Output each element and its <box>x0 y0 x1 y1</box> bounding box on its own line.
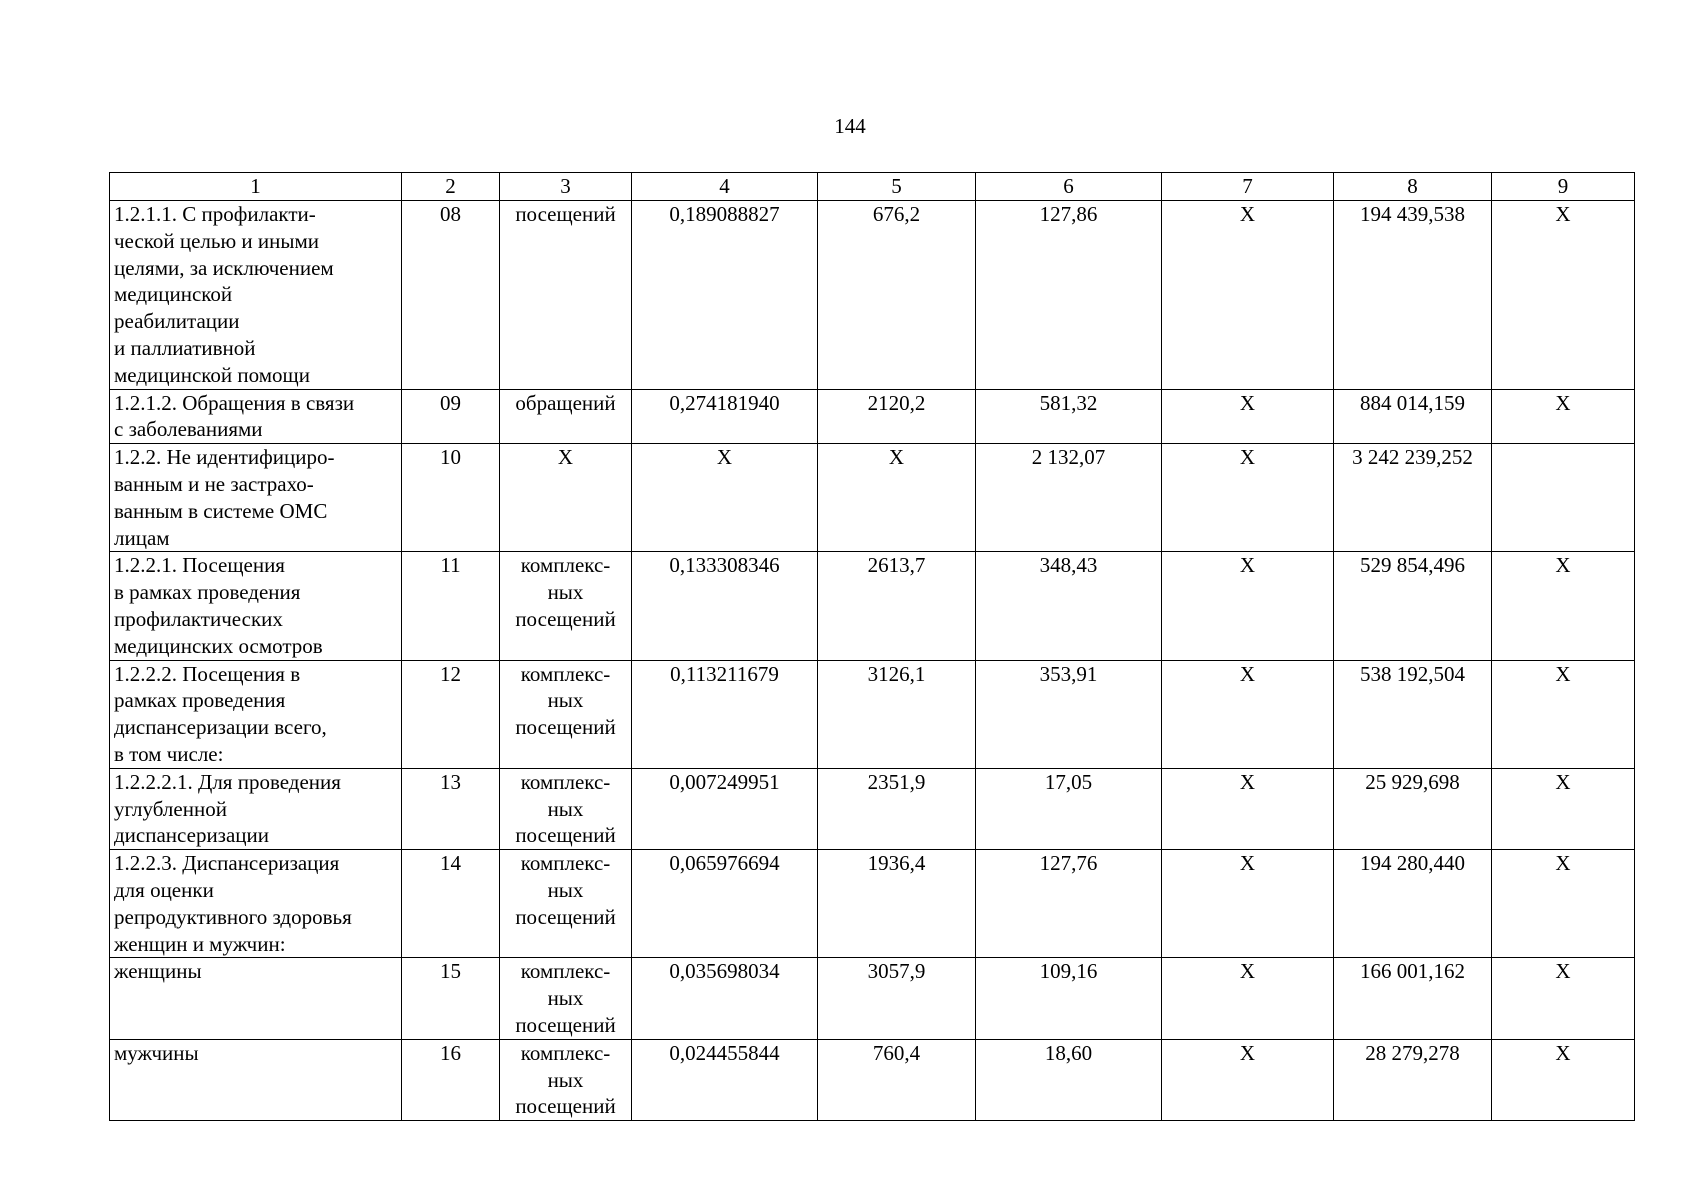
row-c6-cell: 127,76 <box>976 850 1162 958</box>
row-unit-line: посещений <box>515 606 616 631</box>
row-c7-cell: Х <box>1162 552 1334 660</box>
column-header-9: 9 <box>1492 173 1635 201</box>
row-name-line: 1.2.2.1. Посещения <box>114 553 285 578</box>
row-name-line: 1.2.2.3. Диспансеризация <box>114 851 340 876</box>
row-c4-cell: Х <box>632 444 818 552</box>
row-code-cell: 09 <box>402 389 500 444</box>
row-c5-cell: Х <box>818 444 976 552</box>
row-unit-cell <box>500 768 632 849</box>
row-name-line: и паллиативной <box>114 335 256 360</box>
row-c5-cell: 676,2 <box>818 201 976 390</box>
row-c8-cell: 529 854,496 <box>1334 552 1492 660</box>
row-name-line: мужчины <box>114 1040 199 1065</box>
row-name-line: ческой целью и иными <box>114 228 320 253</box>
row-c5-cell: 3057,9 <box>818 958 976 1039</box>
row-c8-cell: 3 242 239,252 <box>1334 444 1492 552</box>
row-c8-cell: 194 280,440 <box>1334 850 1492 958</box>
row-c9-cell <box>1492 444 1635 552</box>
row-code-cell: 15 <box>402 958 500 1039</box>
row-c8-cell: 194 439,538 <box>1334 201 1492 390</box>
row-c8-cell: 25 929,698 <box>1334 768 1492 849</box>
row-name-cell <box>110 958 402 1039</box>
table-row <box>110 660 1635 768</box>
row-c6-cell: 17,05 <box>976 768 1162 849</box>
row-c7-cell: Х <box>1162 201 1334 390</box>
row-c9-cell: Х <box>1492 201 1635 390</box>
row-c7-cell: Х <box>1162 958 1334 1039</box>
row-unit-cell <box>500 552 632 660</box>
table-row <box>110 958 1635 1039</box>
row-unit-line: комплекс- <box>520 661 611 686</box>
row-code-cell: 13 <box>402 768 500 849</box>
row-name-line: женщины <box>114 959 202 984</box>
row-name-cell <box>110 850 402 958</box>
row-c6-cell: 18,60 <box>976 1039 1162 1120</box>
row-c4-cell: 0,024455844 <box>632 1039 818 1120</box>
row-unit-cell <box>500 389 632 444</box>
column-header-6: 6 <box>976 173 1162 201</box>
row-c7-cell: Х <box>1162 768 1334 849</box>
table-row <box>110 850 1635 958</box>
row-name-line: с заболеваниями <box>114 417 263 442</box>
row-unit-cell <box>500 850 632 958</box>
row-name-line: углубленной <box>114 796 227 821</box>
row-c6-cell: 127,86 <box>976 201 1162 390</box>
row-name-cell <box>110 201 402 390</box>
row-c4-cell: 0,035698034 <box>632 958 818 1039</box>
row-unit-line: ных <box>547 986 584 1011</box>
row-name-cell <box>110 1039 402 1120</box>
row-name-line: 1.2.1.2. Обращения в связи <box>114 390 355 415</box>
row-c7-cell: Х <box>1162 444 1334 552</box>
row-name-line: 1.2.1.1. С профилакти- <box>114 202 316 226</box>
header-row <box>110 173 1635 201</box>
row-name-line: 1.2.2.2. Посещения в <box>114 661 301 686</box>
row-code-cell: 16 <box>402 1039 500 1120</box>
row-c4-cell: 0,007249951 <box>632 768 818 849</box>
row-code-cell: 14 <box>402 850 500 958</box>
row-unit-cell <box>500 660 632 768</box>
row-c7-cell: Х <box>1162 389 1334 444</box>
row-name-line: лицам <box>114 525 170 550</box>
row-c9-cell: Х <box>1492 660 1635 768</box>
row-name-line: рамках проведения <box>114 688 286 713</box>
row-c9-cell: Х <box>1492 1039 1635 1120</box>
row-c6-cell: 2 132,07 <box>976 444 1162 552</box>
table-body <box>110 173 1635 1121</box>
data-table <box>109 172 1635 1121</box>
row-code-cell: 08 <box>402 201 500 390</box>
column-header-7: 7 <box>1162 173 1334 201</box>
row-unit-line: посещений <box>515 823 616 848</box>
row-unit-line: комплекс- <box>520 851 611 876</box>
row-unit-line: ных <box>547 1067 584 1092</box>
row-name-line: целями, за исключением <box>114 255 334 280</box>
row-code-cell: 12 <box>402 660 500 768</box>
row-c8-cell: 884 014,159 <box>1334 389 1492 444</box>
row-c9-cell: Х <box>1492 850 1635 958</box>
row-unit-line: комплекс- <box>520 959 611 984</box>
row-name-line: диспансеризации <box>114 823 270 848</box>
row-c5-cell: 2120,2 <box>818 389 976 444</box>
row-c6-cell: 353,91 <box>976 660 1162 768</box>
row-c4-cell: 0,274181940 <box>632 389 818 444</box>
row-name-cell <box>110 552 402 660</box>
row-c8-cell: 28 279,278 <box>1334 1039 1492 1120</box>
row-c5-cell: 2613,7 <box>818 552 976 660</box>
column-header-3: 3 <box>500 173 632 201</box>
column-header-5: 5 <box>818 173 976 201</box>
row-unit-cell <box>500 444 632 552</box>
column-header-1: 1 <box>110 173 402 201</box>
row-unit-line: посещений <box>515 904 616 929</box>
row-name-line: диспансеризации всего, <box>114 715 327 740</box>
row-c5-cell: 1936,4 <box>818 850 976 958</box>
row-unit-line: комплекс- <box>520 769 611 794</box>
row-name-line: реабилитации <box>114 309 240 334</box>
row-name-cell <box>110 768 402 849</box>
row-c4-cell: 0,113211679 <box>632 660 818 768</box>
column-header-2: 2 <box>402 173 500 201</box>
page-number: 144 <box>834 114 866 138</box>
row-c6-cell: 581,32 <box>976 389 1162 444</box>
row-unit-line: посещений <box>515 715 616 740</box>
row-name-line: ванным в системе ОМС <box>114 498 328 523</box>
column-header-8: 8 <box>1334 173 1492 201</box>
row-unit-line: комплекс- <box>520 1040 611 1065</box>
row-c7-cell: Х <box>1162 1039 1334 1120</box>
row-code-cell: 11 <box>402 552 500 660</box>
table-row <box>110 201 1635 390</box>
row-name-line: медицинской помощи <box>114 362 310 387</box>
row-name-line: в том числе: <box>114 741 224 766</box>
row-unit-line: посещений <box>515 1012 616 1037</box>
row-c5-cell: 2351,9 <box>818 768 976 849</box>
row-unit-cell <box>500 958 632 1039</box>
row-unit-line: ных <box>547 580 584 605</box>
row-c6-cell: 109,16 <box>976 958 1162 1039</box>
row-c9-cell: Х <box>1492 389 1635 444</box>
row-c7-cell: Х <box>1162 850 1334 958</box>
row-name-line: репродуктивного здоровья <box>114 904 352 929</box>
row-c8-cell: 166 001,162 <box>1334 958 1492 1039</box>
row-c5-cell: 760,4 <box>818 1039 976 1120</box>
row-name-line: 1.2.2.2.1. Для проведения <box>114 769 341 794</box>
row-unit-line: Х <box>557 445 574 470</box>
table-row <box>110 552 1635 660</box>
row-c8-cell: 538 192,504 <box>1334 660 1492 768</box>
row-unit-line: ных <box>547 877 584 902</box>
row-name-cell <box>110 389 402 444</box>
row-name-cell <box>110 444 402 552</box>
row-c9-cell: Х <box>1492 552 1635 660</box>
table-row <box>110 389 1635 444</box>
row-c5-cell: 3126,1 <box>818 660 976 768</box>
row-name-line: в рамках проведения <box>114 580 301 605</box>
row-unit-line: ных <box>547 688 584 713</box>
row-name-cell <box>110 660 402 768</box>
row-name-line: 1.2.2. Не идентифициро- <box>114 445 335 470</box>
row-name-line: профилактических <box>114 606 283 631</box>
row-c7-cell: Х <box>1162 660 1334 768</box>
row-code-cell: 10 <box>402 444 500 552</box>
row-name-line: медицинских осмотров <box>114 633 323 658</box>
row-c4-cell: 0,189088827 <box>632 201 818 390</box>
row-c4-cell: 0,133308346 <box>632 552 818 660</box>
row-name-line: для оценки <box>114 877 214 902</box>
row-unit-line: посещений <box>515 1094 616 1119</box>
row-c9-cell: Х <box>1492 958 1635 1039</box>
row-unit-line: обращений <box>515 390 616 415</box>
row-name-line: женщин и мужчин: <box>114 931 286 956</box>
table-row <box>110 444 1635 552</box>
column-header-4: 4 <box>632 173 818 201</box>
row-unit-line: ных <box>547 796 584 821</box>
row-c6-cell: 348,43 <box>976 552 1162 660</box>
row-unit-cell <box>500 1039 632 1120</box>
table-row <box>110 1039 1635 1120</box>
table-row <box>110 768 1635 849</box>
row-name-line: медицинской <box>114 282 233 307</box>
row-c4-cell: 0,065976694 <box>632 850 818 958</box>
row-unit-cell <box>500 201 632 390</box>
row-name-line: ванным и не застрахо- <box>114 471 314 496</box>
row-unit-line: комплекс- <box>520 553 611 578</box>
row-c9-cell: Х <box>1492 768 1635 849</box>
row-unit-line: посещений <box>515 202 616 226</box>
